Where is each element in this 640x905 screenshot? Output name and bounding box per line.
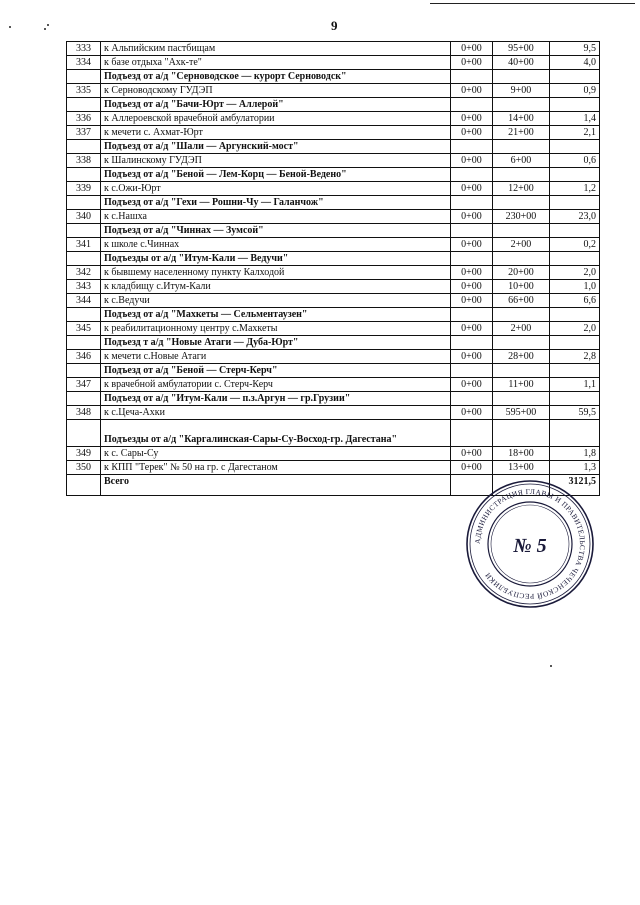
- length-km: 1,1: [550, 378, 600, 392]
- road-group-header-row: [67, 224, 600, 238]
- length-km: 1,3: [550, 461, 600, 475]
- road-group-header-row: [67, 70, 600, 84]
- start-km: [451, 70, 493, 84]
- road-row: [67, 322, 600, 336]
- start-km: 0+00: [451, 322, 493, 336]
- road-row: [67, 112, 600, 126]
- row-number: [67, 364, 101, 378]
- road-row: [67, 154, 600, 168]
- end-km: [493, 308, 550, 322]
- end-km: [493, 336, 550, 350]
- road-name: Подъезды от а/д "Каргалинская-Сары-Су-Восход-гр. Дагестана": [101, 420, 451, 447]
- road-name: Подъезд от а/д "Беной — Стерч-Керч": [101, 364, 451, 378]
- end-km: 595+00: [493, 406, 550, 420]
- road-group-header-row: [67, 252, 600, 266]
- official-stamp: [464, 478, 596, 610]
- length-km: [550, 420, 600, 447]
- row-number: 337: [67, 126, 101, 140]
- road-group-header-row: [67, 196, 600, 210]
- road-name: Подъезд от а/д "Махкеты — Сельментаузен": [101, 308, 451, 322]
- end-km: [493, 420, 550, 447]
- road-group-header-row: [67, 140, 600, 154]
- road-group-header-row: [67, 308, 600, 322]
- road-name: к школе с.Чиннах: [101, 238, 451, 252]
- road-name: к реабилитационному центру с.Махкеты: [101, 322, 451, 336]
- road-name: к с.Ожи-Юрт: [101, 182, 451, 196]
- top-rule: [430, 3, 635, 4]
- length-km: 4,0: [550, 56, 600, 70]
- end-km: 18+00: [493, 447, 550, 461]
- row-number: 346: [67, 350, 101, 364]
- road-name: к с. Сары-Су: [101, 447, 451, 461]
- road-name: Подъезд от а/д "Беной — Лем-Корц — Беной-Ведено": [101, 168, 451, 182]
- start-km: [451, 140, 493, 154]
- road-group-header-row: [67, 168, 600, 182]
- end-km: [493, 98, 550, 112]
- end-km: 11+00: [493, 378, 550, 392]
- row-number: 347: [67, 378, 101, 392]
- scan-speck: [550, 665, 552, 667]
- road-row: [67, 266, 600, 280]
- row-number: [67, 420, 101, 447]
- road-name: к Шалинскому ГУДЭП: [101, 154, 451, 168]
- row-number: [67, 224, 101, 238]
- row-number: [67, 168, 101, 182]
- road-name: к бывшему населенному пункту Калходой: [101, 266, 451, 280]
- end-km: [493, 196, 550, 210]
- road-group-header-row: [67, 420, 600, 447]
- row-number: [67, 140, 101, 154]
- scan-speck: [47, 24, 49, 26]
- length-km: 9,5: [550, 42, 600, 56]
- road-row: [67, 280, 600, 294]
- start-km: 0+00: [451, 56, 493, 70]
- end-km: 20+00: [493, 266, 550, 280]
- length-km: 0,2: [550, 238, 600, 252]
- length-km: [550, 392, 600, 406]
- row-number: [67, 98, 101, 112]
- row-number: 343: [67, 280, 101, 294]
- road-row: [67, 126, 600, 140]
- road-row: [67, 56, 600, 70]
- start-km: [451, 420, 493, 447]
- length-km: [550, 336, 600, 350]
- end-km: 95+00: [493, 42, 550, 56]
- row-number: 349: [67, 447, 101, 461]
- stamp-number: № 5: [513, 535, 547, 557]
- start-km: 0+00: [451, 112, 493, 126]
- end-km: 28+00: [493, 350, 550, 364]
- row-number: 345: [67, 322, 101, 336]
- length-km: [550, 224, 600, 238]
- end-km: 40+00: [493, 56, 550, 70]
- length-km: [550, 196, 600, 210]
- end-km: 9+00: [493, 84, 550, 98]
- length-km: [550, 308, 600, 322]
- road-name: к базе отдыха "Ахк-те": [101, 56, 451, 70]
- length-km: 0,6: [550, 154, 600, 168]
- row-number: 342: [67, 266, 101, 280]
- road-name: к с.Ведучи: [101, 294, 451, 308]
- road-name: к кладбищу с.Итум-Кали: [101, 280, 451, 294]
- road-name: к Альпийским пастбищам: [101, 42, 451, 56]
- road-name: к с.Цеча-Ахки: [101, 406, 451, 420]
- road-row: [67, 350, 600, 364]
- start-km: 0+00: [451, 238, 493, 252]
- road-table-body: [67, 42, 600, 475]
- end-km: 13+00: [493, 461, 550, 475]
- road-name: Подъезд от а/д "Серноводское — курорт Серноводск": [101, 70, 451, 84]
- road-group-header-row: [67, 392, 600, 406]
- road-name: Подъезд от а/д "Гехи — Рошни-Чу — Галанчож": [101, 196, 451, 210]
- start-km: [451, 224, 493, 238]
- row-number: [67, 392, 101, 406]
- row-number: [67, 252, 101, 266]
- start-km: 0+00: [451, 84, 493, 98]
- length-km: [550, 252, 600, 266]
- road-name: Подъезды от а/д "Итум-Кали — Ведучи": [101, 252, 451, 266]
- total-num-cell: [67, 475, 101, 496]
- scan-speck: [44, 28, 46, 30]
- end-km: 230+00: [493, 210, 550, 224]
- road-name: Подъезд от а/д "Шали — Аргунский-мост": [101, 140, 451, 154]
- start-km: 0+00: [451, 154, 493, 168]
- start-km: [451, 364, 493, 378]
- length-km: 6,6: [550, 294, 600, 308]
- start-km: [451, 336, 493, 350]
- road-group-header-row: [67, 364, 600, 378]
- road-table: [66, 41, 600, 496]
- length-km: 0,9: [550, 84, 600, 98]
- row-number: 338: [67, 154, 101, 168]
- row-number: [67, 70, 101, 84]
- road-group-header-row: [67, 336, 600, 350]
- start-km: 0+00: [451, 42, 493, 56]
- row-number: 350: [67, 461, 101, 475]
- start-km: 0+00: [451, 126, 493, 140]
- end-km: 66+00: [493, 294, 550, 308]
- end-km: 21+00: [493, 126, 550, 140]
- road-name: к КПП "Терек" № 50 на гр. с Дагестаном: [101, 461, 451, 475]
- total-label: Всего: [101, 475, 451, 496]
- row-number: 340: [67, 210, 101, 224]
- road-row: [67, 210, 600, 224]
- start-km: [451, 308, 493, 322]
- start-km: 0+00: [451, 266, 493, 280]
- road-name: к врачебной амбулатории с. Стерч-Керч: [101, 378, 451, 392]
- road-row: [67, 42, 600, 56]
- start-km: 0+00: [451, 210, 493, 224]
- start-km: [451, 98, 493, 112]
- road-name: к мечети с. Ахмат-Юрт: [101, 126, 451, 140]
- end-km: [493, 252, 550, 266]
- total-value: 3121,5: [550, 475, 600, 496]
- length-km: 1,2: [550, 182, 600, 196]
- row-number: 335: [67, 84, 101, 98]
- road-name: к Серноводскому ГУДЭП: [101, 84, 451, 98]
- start-km: [451, 252, 493, 266]
- road-name: к мечети с.Новые Атаги: [101, 350, 451, 364]
- length-km: 1,8: [550, 447, 600, 461]
- end-km: 10+00: [493, 280, 550, 294]
- length-km: [550, 140, 600, 154]
- road-name: Подъезд от а/д "Бачи-Юрт — Аллерой": [101, 98, 451, 112]
- start-km: 0+00: [451, 461, 493, 475]
- length-km: [550, 70, 600, 84]
- length-km: [550, 98, 600, 112]
- stamp-ring-text: АДМИНИСТРАЦИЯ ГЛАВЫ И ПРАВИТЕЛЬСТВА ЧЕЧЕНСКОЙ РЕСПУБЛИКИ: [472, 486, 588, 602]
- end-km: [493, 140, 550, 154]
- length-km: 1,0: [550, 280, 600, 294]
- end-km: 14+00: [493, 112, 550, 126]
- road-name: Подъезд от а/д "Чиннах — Зумсой": [101, 224, 451, 238]
- road-row: [67, 182, 600, 196]
- road-name: к Аллероевской врачебной амбулатории: [101, 112, 451, 126]
- row-number: 341: [67, 238, 101, 252]
- length-km: 2,8: [550, 350, 600, 364]
- length-km: 1,4: [550, 112, 600, 126]
- start-km: 0+00: [451, 294, 493, 308]
- end-km: [493, 168, 550, 182]
- row-number: 348: [67, 406, 101, 420]
- road-name: Подъезд от а/д "Итум-Кали — п.з.Аргун — гр.Грузии": [101, 392, 451, 406]
- road-row: [67, 238, 600, 252]
- start-km: 0+00: [451, 280, 493, 294]
- road-name: к с.Нашха: [101, 210, 451, 224]
- length-km: 2,0: [550, 266, 600, 280]
- end-km: [493, 70, 550, 84]
- road-group-header-row: [67, 98, 600, 112]
- page-number: 9: [331, 18, 338, 33]
- row-number: [67, 336, 101, 350]
- length-km: [550, 168, 600, 182]
- road-row: [67, 461, 600, 475]
- row-number: [67, 196, 101, 210]
- row-number: 334: [67, 56, 101, 70]
- road-row: [67, 406, 600, 420]
- length-km: 23,0: [550, 210, 600, 224]
- start-km: [451, 392, 493, 406]
- end-km: 2+00: [493, 238, 550, 252]
- end-km: 12+00: [493, 182, 550, 196]
- length-km: 2,0: [550, 322, 600, 336]
- end-km: [493, 224, 550, 238]
- start-km: 0+00: [451, 182, 493, 196]
- length-km: [550, 364, 600, 378]
- row-number: 336: [67, 112, 101, 126]
- start-km: 0+00: [451, 350, 493, 364]
- start-km: 0+00: [451, 447, 493, 461]
- road-row: [67, 378, 600, 392]
- start-km: 0+00: [451, 406, 493, 420]
- row-number: 333: [67, 42, 101, 56]
- length-km: 2,1: [550, 126, 600, 140]
- start-km: [451, 196, 493, 210]
- length-km: 59,5: [550, 406, 600, 420]
- road-row: [67, 447, 600, 461]
- row-number: 339: [67, 182, 101, 196]
- road-name: Подъезд т а/д "Новые Атаги — Дуба-Юрт": [101, 336, 451, 350]
- end-km: 6+00: [493, 154, 550, 168]
- row-number: [67, 308, 101, 322]
- end-km: [493, 392, 550, 406]
- row-number: 344: [67, 294, 101, 308]
- scan-speck: [9, 26, 11, 28]
- start-km: [451, 168, 493, 182]
- road-row: [67, 294, 600, 308]
- end-km: 2+00: [493, 322, 550, 336]
- start-km: 0+00: [451, 378, 493, 392]
- end-km: [493, 364, 550, 378]
- road-row: [67, 84, 600, 98]
